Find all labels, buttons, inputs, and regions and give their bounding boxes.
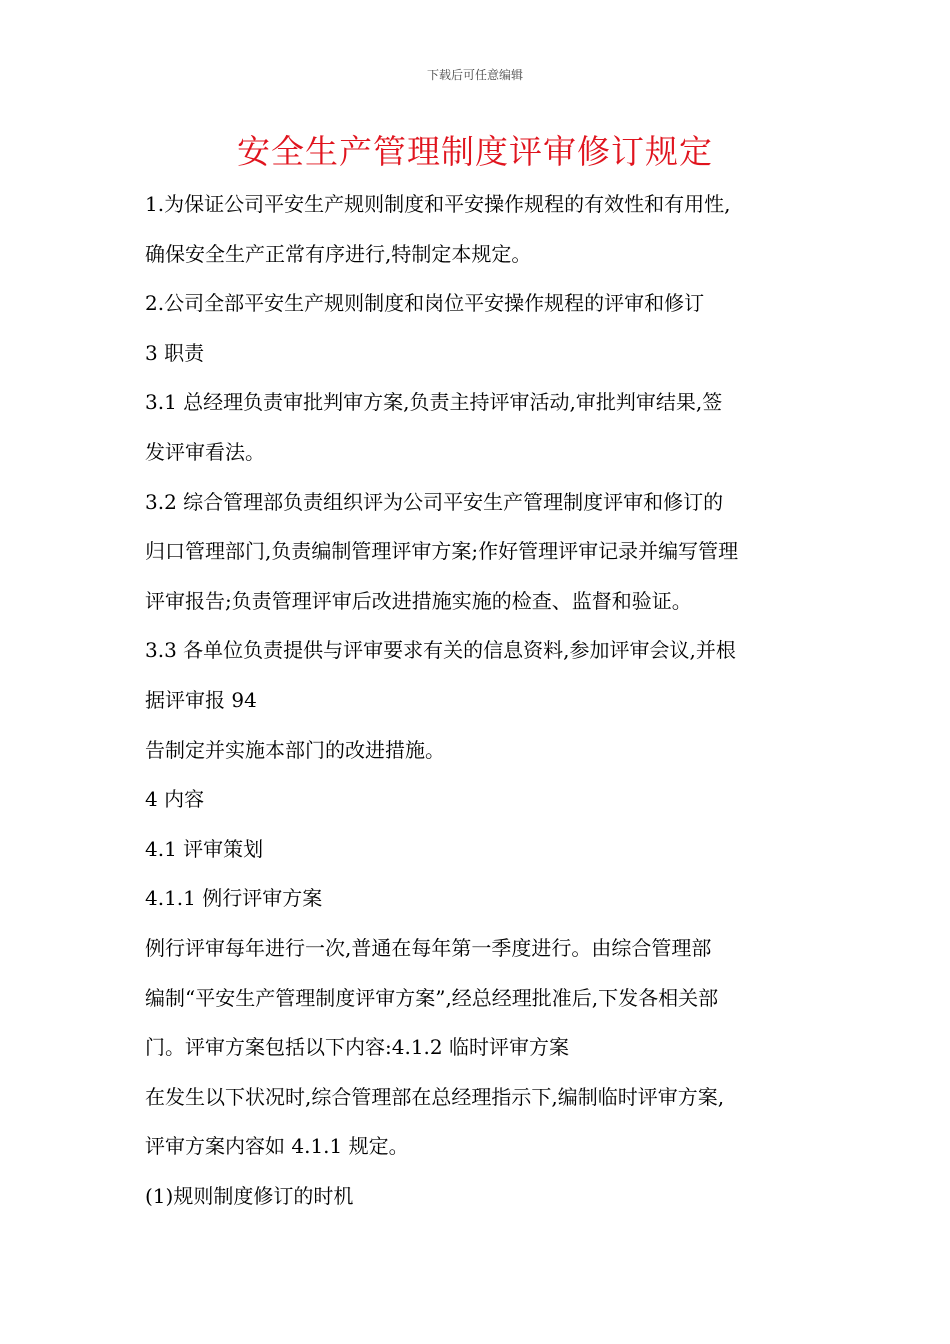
body-line-5: 3.1 总经理负责审批判审方案,负责主持评审活动,审批判审结果,签 (145, 390, 723, 415)
body-line-3: 2.公司全部平安生产规则制度和岗位平安操作规程的评审和修订 (145, 291, 705, 316)
page-header-note: 下载后可任意编辑 (426, 68, 523, 82)
document-title: 安全生产管理制度评审修订规定 (237, 132, 713, 171)
body-line-6: 发评审看法。 (145, 439, 265, 464)
body-line-19: 在发生以下状况时,综合管理部在总经理指示下,编制临时评审方案, (145, 1084, 725, 1109)
body-line-11: 据评审报 94 (145, 687, 257, 712)
body-line-9: 评审报告;负责管理评审后改进措施实施的检查、监督和验证。 (145, 588, 692, 613)
body-line-18: 门。评审方案包括以下内容:4.1.2 临时评审方案 (145, 1035, 569, 1060)
body-line-10: 3.3 各单位负责提供与评审要求有关的信息资料,参加评审会议,并根 (145, 638, 736, 663)
body-line-21: (1)规则制度修订的时机 (145, 1183, 354, 1208)
body-line-15: 4.1.1 例行评审方案 (145, 886, 323, 911)
body-line-13: 4 内容 (145, 787, 205, 812)
body-line-14: 4.1 评审策划 (145, 836, 264, 861)
body-line-2: 确保安全生产正常有序进行,特制定本规定。 (145, 241, 532, 266)
body-line-8: 归口管理部门,负责编制管理评审方案;作好管理评审记录并编写管理 (145, 539, 739, 564)
document-body (145, 180, 815, 1221)
body-line-12: 告制定并实施本部门的改进措施。 (145, 737, 445, 762)
body-line-1: 1.为保证公司平安生产规则制度和平安操作规程的有效性和有用性, (145, 192, 731, 216)
body-line-16: 例行评审每年进行一次,普通在每年第一季度进行。由综合管理部 (145, 935, 712, 960)
body-line-4: 3 职责 (145, 340, 205, 365)
body-line-17: 编制“平安生产管理制度评审方案”,经总经理批准后,下发各相关部 (145, 985, 719, 1010)
body-line-20: 评审方案内容如 4.1.1 规定。 (145, 1134, 409, 1159)
body-line-7: 3.2 综合管理部负责组织评为公司平安生产管理制度评审和修订的 (145, 489, 724, 514)
